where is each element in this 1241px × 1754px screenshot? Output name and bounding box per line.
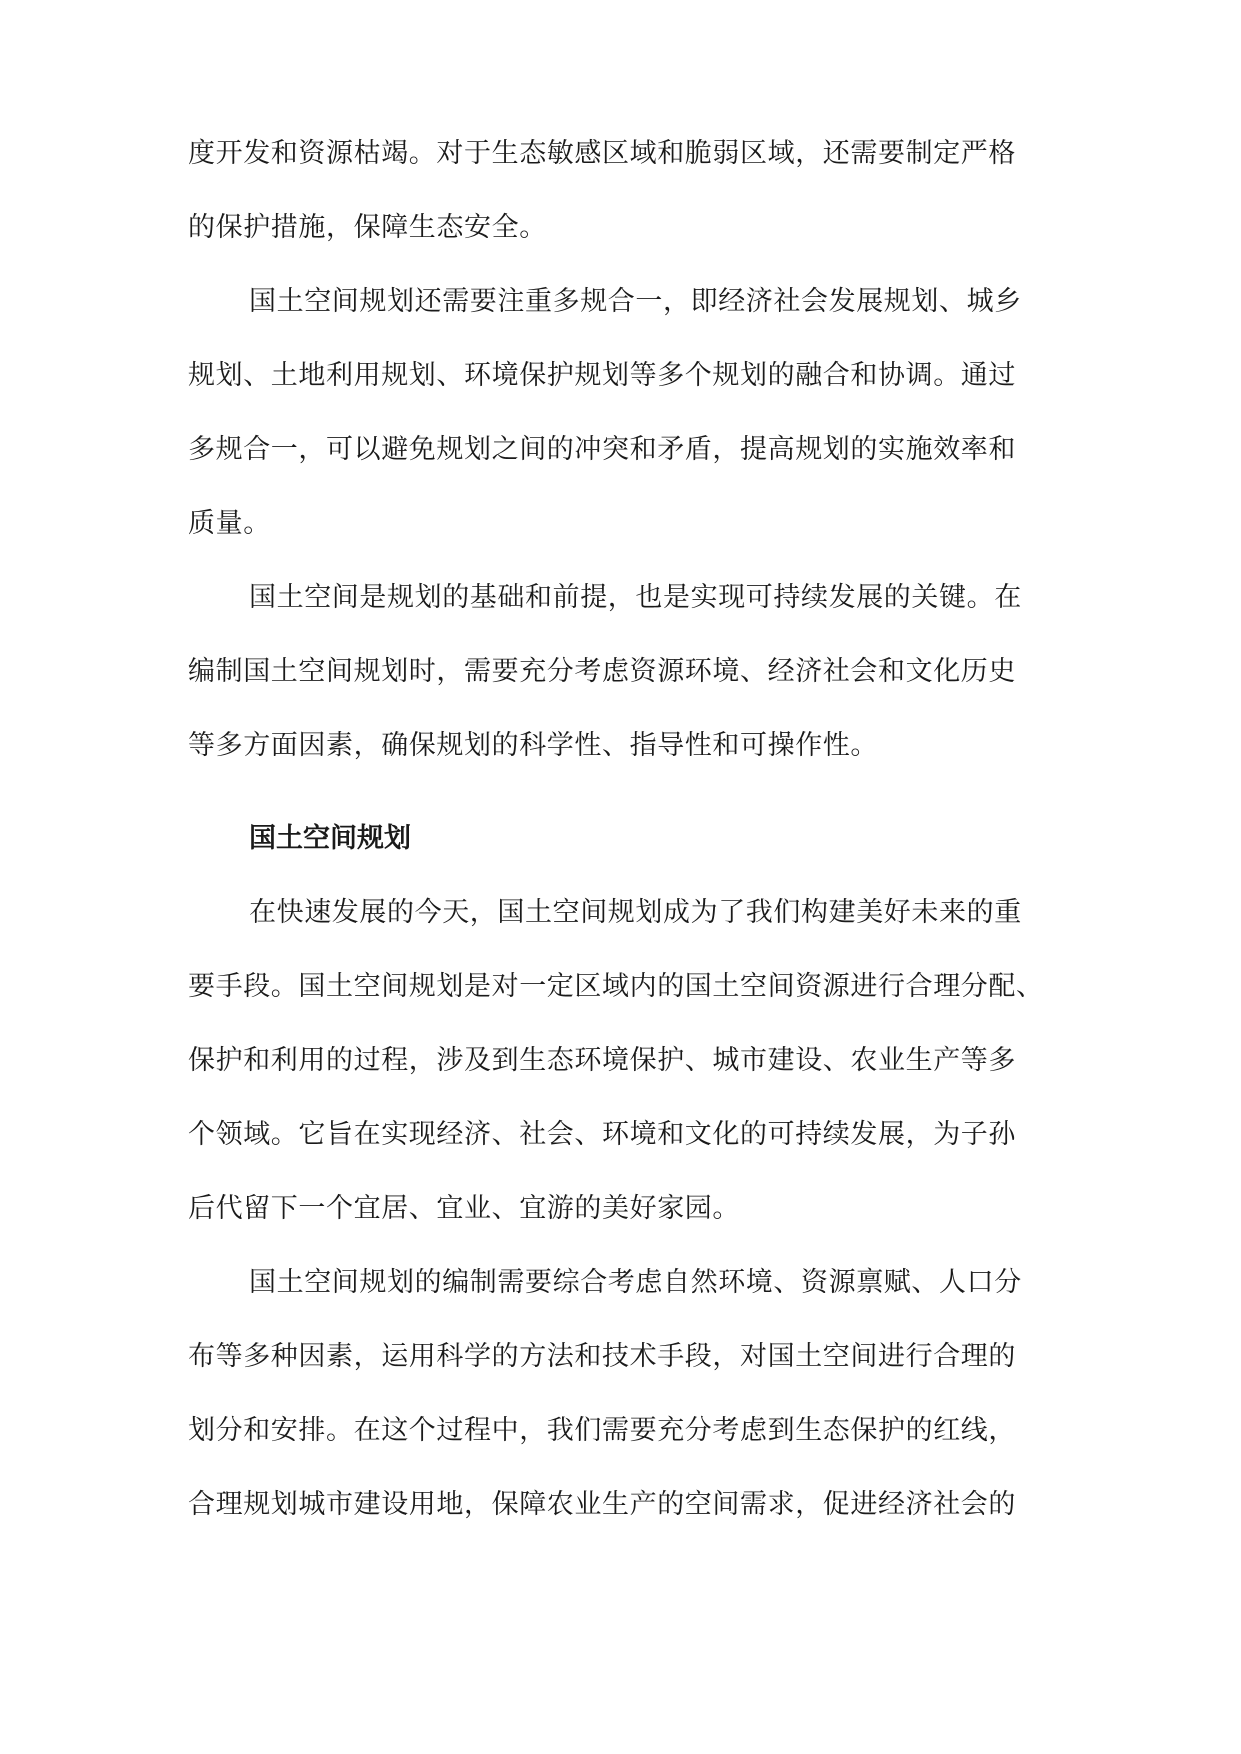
text-line: 度开发和资源枯竭。对于生态敏感区域和脆弱区域，还需要制定严格 xyxy=(188,138,1016,169)
text-line: 要手段。国土空间规划是对一定区域内的国土空间资源进行合理分配、 xyxy=(188,971,1044,1002)
text-line: 合理规划城市建设用地，保障农业生产的空间需求，促进经济社会的 xyxy=(188,1489,1016,1520)
text-line: 后代留下一个宜居、宜业、宜游的美好家园。 xyxy=(188,1193,740,1224)
text-line: 等多方面因素，确保规划的科学性、指导性和可操作性。 xyxy=(188,730,878,761)
paragraph xyxy=(188,134,1056,247)
paragraph xyxy=(188,893,1056,1228)
text-line: 规划、土地利用规划、环境保护规划等多个规划的融合和协调。通过 xyxy=(188,360,1016,391)
text-line: 国土空间规划的编制需要综合考虑自然环境、资源禀赋、人口分 xyxy=(249,1267,1022,1298)
text-line: 编制国土空间规划时，需要充分考虑资源环境、经济社会和文化历史 xyxy=(188,656,1016,687)
text-line: 个领域。它旨在实现经济、社会、环境和文化的可持续发展，为子孙 xyxy=(188,1119,1016,1150)
text-line: 质量。 xyxy=(188,508,271,539)
text-line: 国土空间是规划的基础和前提，也是实现可持续发展的关键。在 xyxy=(249,582,1022,613)
text-line: 保护和利用的过程，涉及到生态环境保护、城市建设、农业生产等多 xyxy=(188,1045,1016,1076)
section-heading: 国土空间规划 xyxy=(249,823,411,854)
document-page xyxy=(188,134,1056,1524)
text-line: 布等多种因素，运用科学的方法和技术手段，对国土空间进行合理的 xyxy=(188,1341,1016,1372)
text-line: 国土空间规划还需要注重多规合一，即经济社会发展规划、城乡 xyxy=(249,286,1022,317)
paragraph xyxy=(188,578,1056,765)
paragraph xyxy=(188,1263,1056,1524)
text-line: 多规合一，可以避免规划之间的冲突和矛盾，提高规划的实施效率和 xyxy=(188,434,1016,465)
text-line: 在快速发展的今天，国土空间规划成为了我们构建美好未来的重 xyxy=(249,897,1022,928)
text-line: 的保护措施，保障生态安全。 xyxy=(188,212,547,243)
text-line: 划分和安排。在这个过程中，我们需要充分考虑到生态保护的红线， xyxy=(188,1415,1016,1446)
paragraph xyxy=(188,282,1056,543)
